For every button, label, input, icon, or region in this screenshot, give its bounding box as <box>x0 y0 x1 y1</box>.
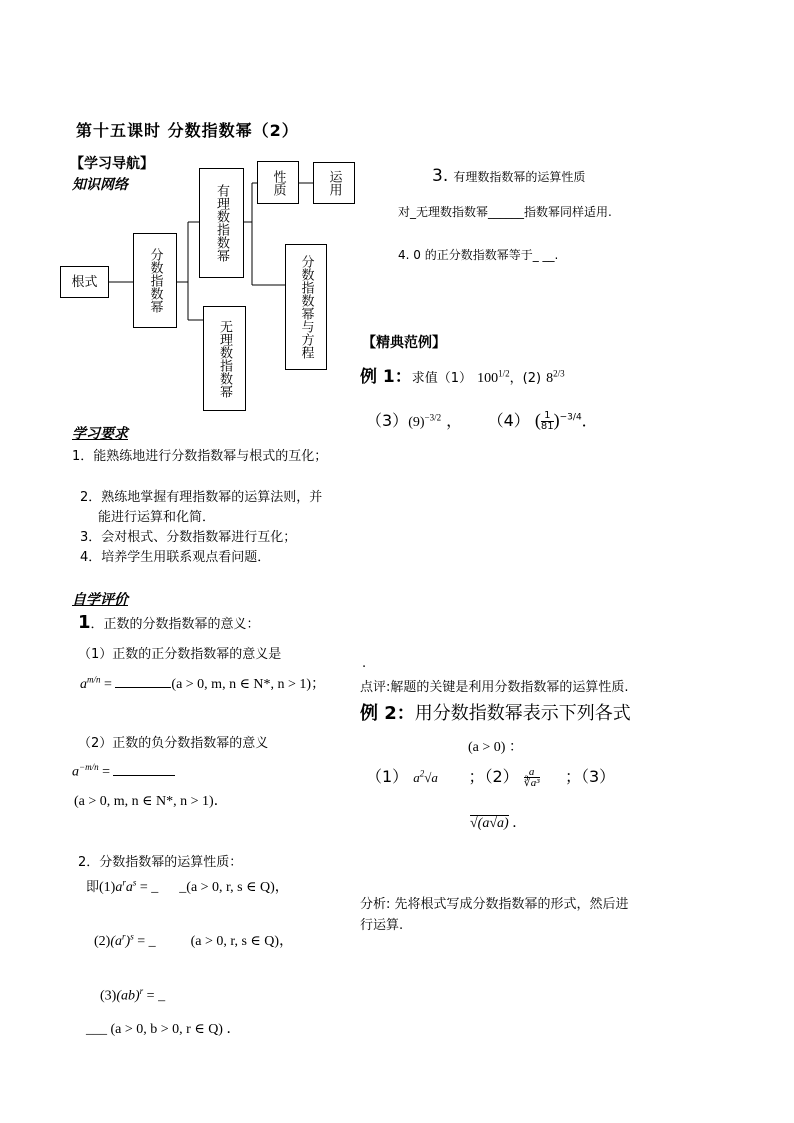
q1-2-condition: (a > 0, m, n ∈ N*, n > 1) <box>74 794 214 809</box>
ex2-part1: （1） <box>366 767 409 786</box>
node-irrational-label: 无理数指数幂 <box>217 319 232 398</box>
node-root-label: 根式 <box>71 274 98 290</box>
q1-2-end: ． <box>213 794 228 809</box>
q2-1-comma: ， <box>274 880 289 895</box>
q2-2-comma: ， <box>279 934 294 949</box>
item3-line <box>432 166 585 186</box>
q1-1-formula: $a^{m/n} = (a > 0$, m, n ∈ N*, n > 1)； <box>80 674 326 692</box>
node-equation-label: 分数指数幂与方程 <box>298 255 314 359</box>
ex2-part2: ；（2） <box>468 767 519 786</box>
requirement-2-cont: 能进行运算和化简． <box>98 510 216 525</box>
q1-1-condition: (a > 0, m, n ∈ N*, n > 1) <box>171 677 312 692</box>
ex2-text: 用分数指数幂表示下列各式 <box>414 703 631 724</box>
q2-3-condition: (a > 0, b > 0, r ∈ Q) <box>110 1022 223 1037</box>
ex2-parts <box>366 764 615 788</box>
requirement-4: 4．培养学生用联系观点看问题． <box>80 550 271 565</box>
ex2-label: 例 2： <box>360 703 415 724</box>
q1-number: 1 <box>78 612 91 633</box>
item4-statement: 4. 0 的正分数指数幂等于_ __. <box>398 248 559 262</box>
q1-text: ．正数的分数指数幂的意义： <box>90 617 260 632</box>
page-title: 第十五课时 分数指数幂（2） <box>76 121 299 140</box>
ex2-condition-line <box>468 736 523 756</box>
node-equation <box>285 244 327 370</box>
requirement-2: 2．熟练地掌握有理指数幂的运算法则，并 <box>80 490 323 505</box>
ex1-expr-1: $100^{1/2}$ <box>477 368 510 386</box>
item3-statement: 对_无理数指数幂______指数幂同样适用. <box>398 205 612 219</box>
ex2-expr-1: $a^2√a$ <box>413 768 438 785</box>
ex2-expr-3-dot: ． <box>512 816 527 831</box>
node-rational-label: 有理数指数幂 <box>214 184 229 262</box>
q2-3-period: ． <box>226 1022 241 1037</box>
comment-text: 点评:解题的关键是利用分数指数幂的运算性质. <box>360 680 629 695</box>
self-eval-heading: 自学评价 <box>72 592 128 608</box>
ex2-part3: ；（3） <box>564 767 616 786</box>
q2-text: 2．分数指数幂的运算性质： <box>78 855 243 870</box>
node-property-label: 性质 <box>270 169 286 196</box>
q1-2-text: （2）正数的负分数指数幂的意义 <box>78 736 269 751</box>
knowledge-net-heading: 知识网络 <box>72 177 128 193</box>
q1-1-text: （1）正数的正分数指数幂的意义是 <box>78 647 282 662</box>
item3-text: 有理数指数幂的运算性质 <box>453 170 586 184</box>
analysis-line-1: 分析: 先将根式写成分数指数幂的形式，然后进 <box>360 897 629 912</box>
ex2-expr-2: $\frac{a}{\text{∛a³}}$ <box>523 766 540 789</box>
ex1-label: 例 1： <box>360 367 412 387</box>
q2-2-formula: $(2)(a^r)^s$ = _ (a > 0, r, s ∈ Q)， <box>94 931 294 949</box>
node-fractional-label: 分数指数幂 <box>147 248 163 313</box>
examples-heading: 【精典范例】 <box>362 335 446 351</box>
node-rational <box>199 168 244 278</box>
q2-2-condition: (a > 0, r, s ∈ Q) <box>190 934 280 949</box>
node-apply-label: 运用 <box>326 170 342 196</box>
q1-2-condition-line <box>74 790 228 810</box>
requirement-1: 1．能熟练地进行分数指数幂与根式的互化； <box>72 449 328 464</box>
q2-1-condition: (a > 0, r, s ∈ Q) <box>186 880 275 895</box>
node-property <box>257 161 299 204</box>
node-apply <box>313 162 355 204</box>
node-root <box>60 266 109 298</box>
q2-3-condition-line: ___ (a > 0, b > 0, r ∈ Q) ． <box>86 1022 241 1037</box>
item3-number: 3. <box>432 166 449 186</box>
analysis-line-2: 行运算. <box>360 918 404 933</box>
ex1-line <box>360 362 565 387</box>
ex1-line-2: $(3)(9)^{-3/2}$ ， （4） ( $\frac{1}{81}$ )$^{-3/4}$． <box>366 410 598 432</box>
node-irrational <box>203 306 246 411</box>
ex1-text: 求值（1） <box>411 371 473 386</box>
q2-lead: 即 <box>86 879 100 894</box>
ex1-part4: （4） <box>487 411 530 430</box>
q1-line <box>78 612 260 633</box>
ex1-dot: ． <box>581 411 598 430</box>
ex1-expr-4: ( <box>534 410 541 430</box>
ex2-line <box>360 699 631 725</box>
q2-3-formula: (3)(ab)$^r$ = _ <box>100 986 166 1004</box>
ex1-part3: （3） <box>366 411 409 430</box>
ex1-expr-2: $8^{2/3}$ <box>546 368 565 386</box>
q1-2-formula: $a^{-m/n}$ = <box>72 762 175 781</box>
q1-1-end: ； <box>311 677 326 692</box>
nav-heading: 【学习导航】 <box>70 156 154 172</box>
ex2-colon: ： <box>508 740 523 755</box>
comment-dot: . <box>362 656 367 671</box>
node-fractional <box>133 233 177 328</box>
requirement-3: 3．会对根式、分数指数幂进行互化； <box>80 530 297 545</box>
ex1-fraction: $\frac{1}{81}$ <box>540 410 554 432</box>
ex2-condition: (a > 0) <box>468 740 506 755</box>
ex2-expr-3: √(a√a) ． <box>470 816 527 831</box>
q2-1-formula: 即$(1)a^ra^s$ = _ _(a > 0, r, s ∈ Q)， <box>86 877 289 895</box>
ex1-expr-3: $(9)^{-3/2}$ <box>408 412 442 430</box>
requirements-heading: 学习要求 <box>72 426 128 442</box>
ex1-sep: ，(2) <box>509 371 542 386</box>
